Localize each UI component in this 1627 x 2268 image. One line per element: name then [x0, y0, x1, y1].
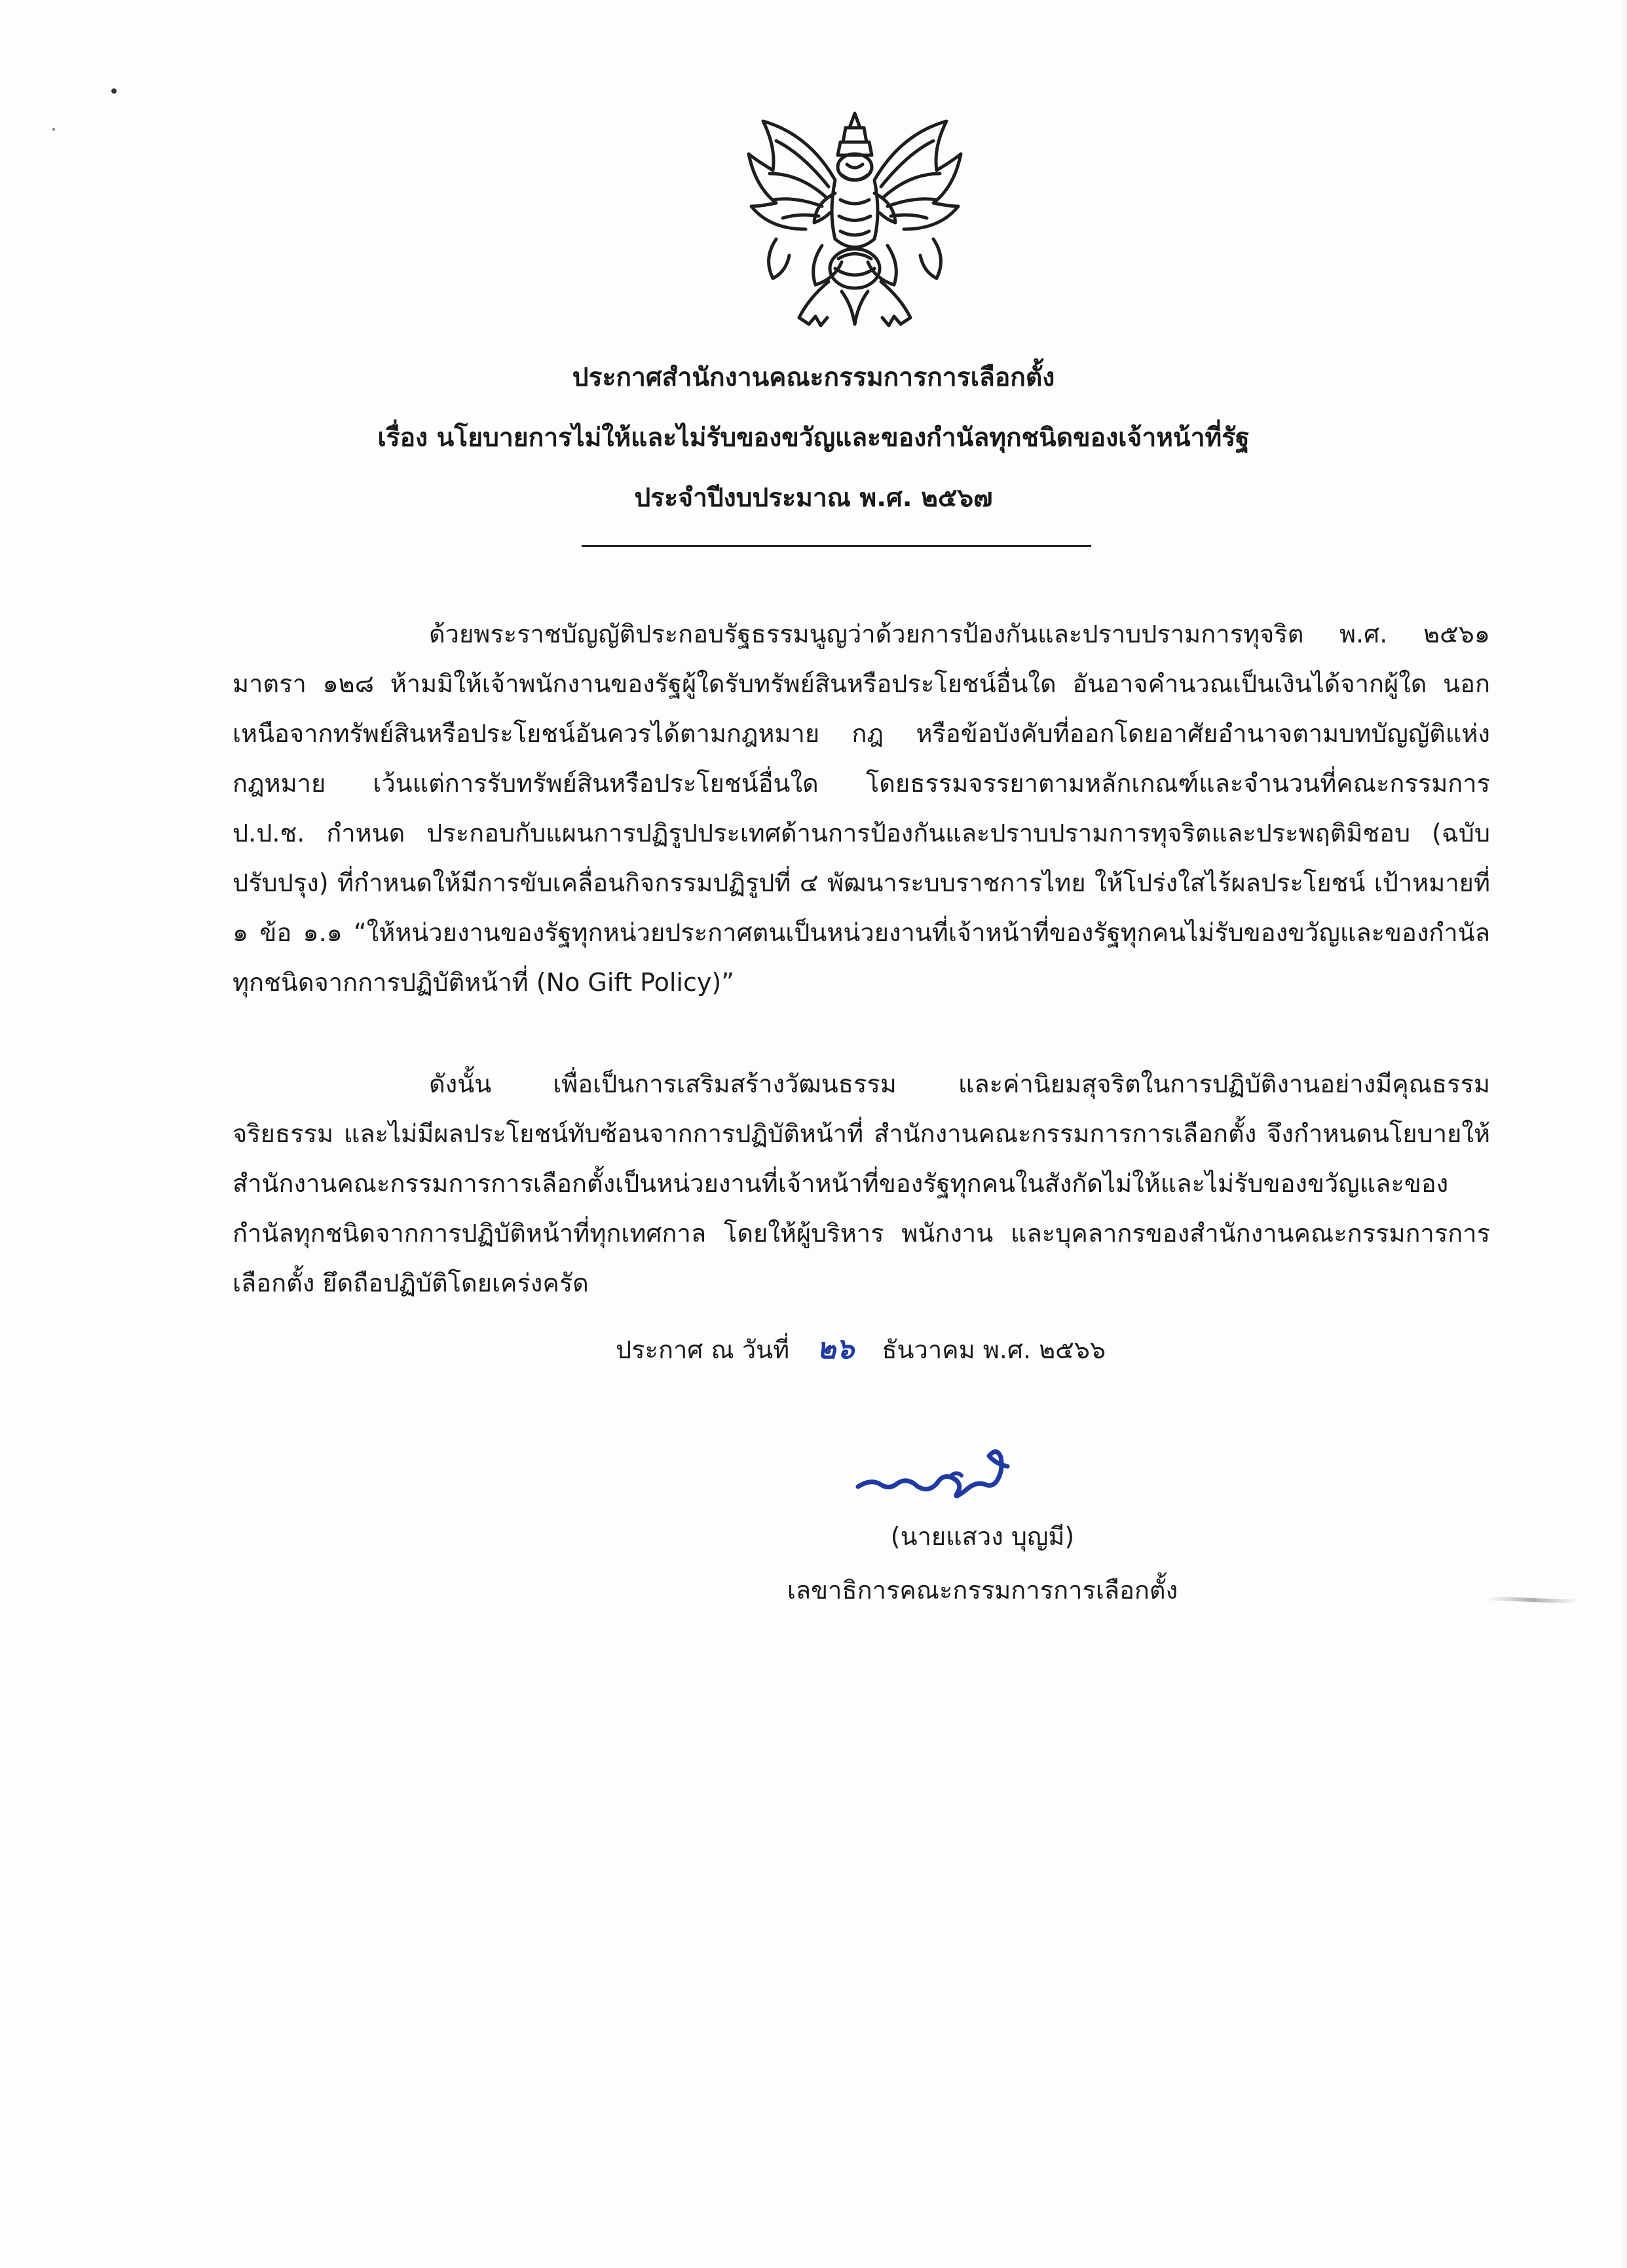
announcement-date: [616, 1324, 1106, 1375]
body-paragraph-2: ดังนั้น เพื่อเป็นการเสริมสร้างวัฒนธรรม และค่านิยมสุจริตในการปฏิบัติงานอย่างมีคุณธรรม จริยธรรม และไม่มีผลประโยชน์ทับซ้อนจากการปฏิบัติหน้าที่ สำนักงานคณะกรรมการการเลือกตั้ง จึงกำหนดนโยบายให้สำนักงานคณะกรรมการการเลือกตั้งเป็นหน่วยงานที่เจ้าหน้าที่ของรัฐทุกคนในสังกัดไม่ให้และไม่รับของขวัญและของกำนัลทุกชนิดจากการปฏิบัติหน้าที่ทุกเทศกาล โดยให้ผู้บริหาร พนักงาน และบุคลากรของสำนักงานคณะกรรมการการเลือกตั้ง ยึดถือปฏิบัติโดยเคร่งครัด: [233, 1069, 1490, 1297]
date-day-handwritten: ๒๖: [817, 1332, 855, 1366]
date-month-year: ธันวาคม พ.ศ. ๒๕๖๖: [882, 1335, 1106, 1364]
scan-speck: [111, 88, 117, 94]
body-paragraph-1: ด้วยพระราชบัญญัติประกอบรัฐธรรมนูญว่าด้วยการป้องกันและปราบปรามการทุจริต พ.ศ. ๒๕๖๑ มาตรา ๑๒๘ ห้ามมิให้เจ้าพนักงานของรัฐผู้ใดรับทรัพย์สินหรือประโยชน์อื่นใด อันอาจคำนวณเป็นเงินได้จากผู้ใด นอกเหนือจากทรัพย์สินหรือประโยชน์อันควรได้ตามกฎหมาย กฎ หรือข้อบังคับที่ออกโดยอาศัยอำนาจตามบทบัญญัติแห่งกฎหมาย เว้นแต่การรับทรัพย์สินหรือประโยชน์อื่นใด โดยธรรมจรรยาตามหลักเกณฑ์และจำนวนที่คณะกรรมการ ป.ป.ช. กำหนด ประกอบกับแผนการปฏิรูปประเทศด้านการป้องกันและปราบปรามการทุจริตและประพฤติมิชอบ (ฉบับปรับปรุง) ที่กำหนดให้มีการขับเคลื่อนกิจกรรมปฏิรูปที่ ๔ พัฒนาระบบราชการไทย ให้โปร่งใสไร้ผลประโยชน์ เป้าหมายที่ ๑ ข้อ ๑.๑ “ให้หน่วยงานของรัฐทุกหน่วยประกาศตนเป็นหน่วยงานที่เจ้าหน้าที่ของรัฐทุกคนไม่รับของขวัญและของกำนัลทุกชนิดจากการปฏิบัติหน้าที่ (No Gift Policy)”: [233, 620, 1490, 997]
scan-edge-shadow: [1620, 0, 1627, 2268]
title-divider: [582, 545, 1091, 547]
scan-speck: [52, 128, 55, 131]
date-prefix: ประกาศ ณ วันที่: [616, 1335, 790, 1364]
title-line-2: เรื่อง นโยบายการไม่ให้และไม่รับของขวัญและของกำนัลทุกชนิดของเจ้าหน้าที่รัฐ: [377, 423, 1250, 453]
signer-position: เลขาธิการคณะกรรมการการเลือกตั้ง: [787, 1576, 1178, 1605]
document-title: [196, 362, 1431, 542]
scan-mark: [1487, 1597, 1579, 1604]
title-line-3: ประจำปีงบประมาณ พ.ศ. ๒๕๖๗: [634, 483, 993, 513]
signer-name: (นายแสวง บุญมี): [890, 1522, 1075, 1551]
signature-icon: [851, 1438, 1048, 1510]
title-line-1: ประกาศสำนักงานคณะกรรมการการเลือกตั้ง: [572, 363, 1055, 392]
garuda-emblem-icon: [737, 108, 973, 337]
